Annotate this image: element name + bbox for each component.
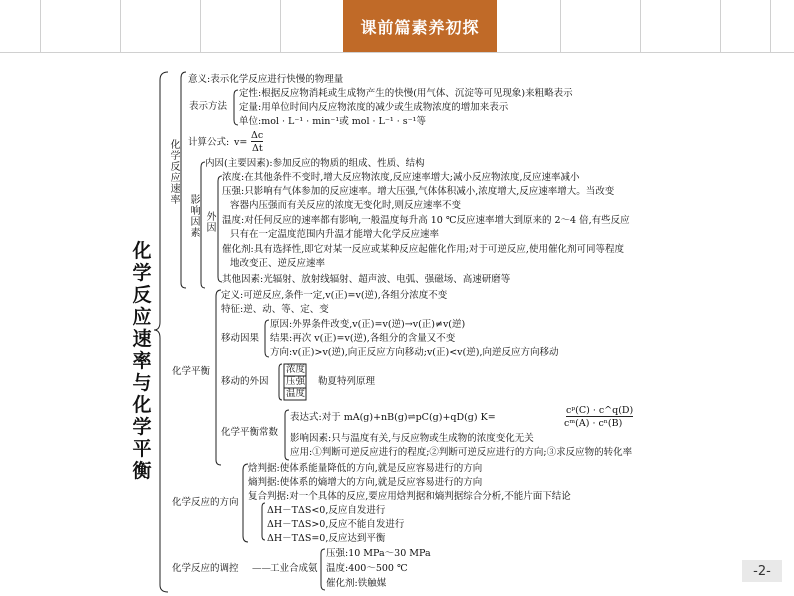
eq-shift-cause-label: 移动因果 xyxy=(221,333,260,344)
eq-le-chatelier: 勒夏特列原理 xyxy=(318,376,376,387)
rate-formula-v: v= xyxy=(234,137,248,148)
dir-entropy: 熵判据:使体系的熵增大的方向,就是反应容易进行的方向 xyxy=(248,477,483,488)
rate-pressure-2: 容器内压强而有关反应的浓度无变化时,则反应速率不变 xyxy=(230,200,462,211)
rate-formula-den: Δt xyxy=(252,143,263,154)
rate-catalyst-1: 催化剂:具有选择性,即它对某一反应或某种反应起催化作用;对于可逆反应,使用催化剂可同等程度 xyxy=(222,244,624,255)
rate-label: 化学反应速率 xyxy=(170,140,181,206)
eq-factor-concentration: 浓度 xyxy=(286,364,306,375)
rate-concentration: 浓度:在其他条件不变时,增大反应物浓度,反应速率增大;减小反应物浓度,反应速率减小 xyxy=(222,172,580,183)
rate-catalyst-2: 地改变正、逆反应速率 xyxy=(230,258,326,269)
rate-pressure-1: 压强:只影响有气体参加的反应速率。增大压强,气体体积减小,浓度增大,反应速率增大。当改变 xyxy=(222,186,615,197)
eq-expression: 表达式:对于 mA(g)+nB(g)⇌pC(g)+qD(g) K= xyxy=(290,412,496,423)
rate-meaning: 意义:表示化学反应进行快慢的物理量 xyxy=(188,74,344,85)
page-header-title: 课前篇素养初探 xyxy=(343,0,497,52)
rate-others: 其他因素:光辐射、放射线辐射、超声波、电弧、强磁场、高速研磨等 xyxy=(222,274,511,285)
rate-formula-label: 计算公式: xyxy=(188,137,230,148)
rate-temperature-1: 温度:对任何反应的速率都有影响,一般温度每升高 10 ℃反应速率增大到原来的 2～4 倍,有些反应 xyxy=(222,215,630,226)
rate-temperature-2: 只有在一定温度范围内升温才能增大化学反应速率 xyxy=(230,229,440,240)
eq-features: 特征:逆、动、等、定、变 xyxy=(221,304,329,315)
factors-label: 影响因素 xyxy=(190,195,201,239)
eq-external-label: 移动的外因 xyxy=(221,376,269,387)
dir-cond-1: ΔH－TΔS<0,反应自发进行 xyxy=(267,505,386,516)
dir-cond-2: ΔH－TΔS>0,反应不能自发进行 xyxy=(267,519,405,530)
eq-k-numerator: cᵖ(C) · c^q(D) xyxy=(566,405,634,416)
eq-definition: 定义:可逆反应,条件一定,v(正)=v(逆),各组分浓度不变 xyxy=(221,290,448,301)
eq-factor-pressure: 压强 xyxy=(286,376,306,387)
eq-influence: 影响因素:只与温度有关,与反应物或生成物的浓度变化无关 xyxy=(290,433,534,444)
rate-qualitative: 定性:根据反应物消耗或生成物产生的快慢(用气体、沉淀等可见现象)来粗略表示 xyxy=(239,88,573,99)
control-label: 化学反应的调控 xyxy=(172,563,239,574)
control-ammonia: 工业合成氨 xyxy=(270,563,318,574)
eq-application: 应用:①判断可逆反应进行的程度;②判断可逆反应进行的方向;③求反应物的转化率 xyxy=(290,447,633,458)
main-title: 化学反应速率与化学平衡 xyxy=(132,240,152,482)
eq-cause: 原因:外界条件改变,v(正)=v(逆)→v(正)≠v(逆) xyxy=(270,319,466,330)
rate-unit: 单位:mol · L⁻¹ · min⁻¹或 mol · L⁻¹ · s⁻¹等 xyxy=(239,116,426,127)
control-pressure: 压强:10 MPa～30 MPa xyxy=(326,548,431,559)
rate-quantitative: 定量:用单位时间内反应物浓度的减少或生成物浓度的增加来表示 xyxy=(239,102,509,113)
dir-cond-3: ΔH－TΔS=0,反应达到平衡 xyxy=(267,533,386,544)
control-catalyst: 催化剂:铁触媒 xyxy=(326,578,387,589)
rate-internal: 内因(主要因素):参加反应的物质的组成、性质、结构 xyxy=(205,158,425,169)
rate-method-label: 表示方法 xyxy=(189,101,228,112)
dir-enthalpy: 焓判据:使体系能量降低的方向,就是反应容易进行的方向 xyxy=(248,463,483,474)
control-dash: —— xyxy=(252,563,271,574)
eq-result: 结果:再次 v(正)=v(逆),各组分的含量又不变 xyxy=(270,333,456,344)
dir-combined: 复合判据:对一个具体的反应,要应用焓判据和熵判据综合分析,不能片面下结论 xyxy=(248,491,571,502)
control-temperature: 温度:400～500 ℃ xyxy=(326,563,408,574)
page-number: -2- xyxy=(742,560,782,582)
eq-k-denominator: cᵐ(A) · cⁿ(B) xyxy=(564,418,623,429)
eq-constant-label: 化学平衡常数 xyxy=(221,427,279,438)
external-label: 外因 xyxy=(206,212,217,234)
direction-label: 化学反应的方向 xyxy=(172,497,239,508)
eq-direction: 方向:v(正)>v(逆),向正反应方向移动;v(正)<v(逆),向逆反应方向移动 xyxy=(270,347,559,358)
eq-factor-temperature: 温度 xyxy=(286,388,306,399)
equilibrium-label: 化学平衡 xyxy=(172,366,211,377)
rate-formula-num: Δc xyxy=(251,130,264,141)
